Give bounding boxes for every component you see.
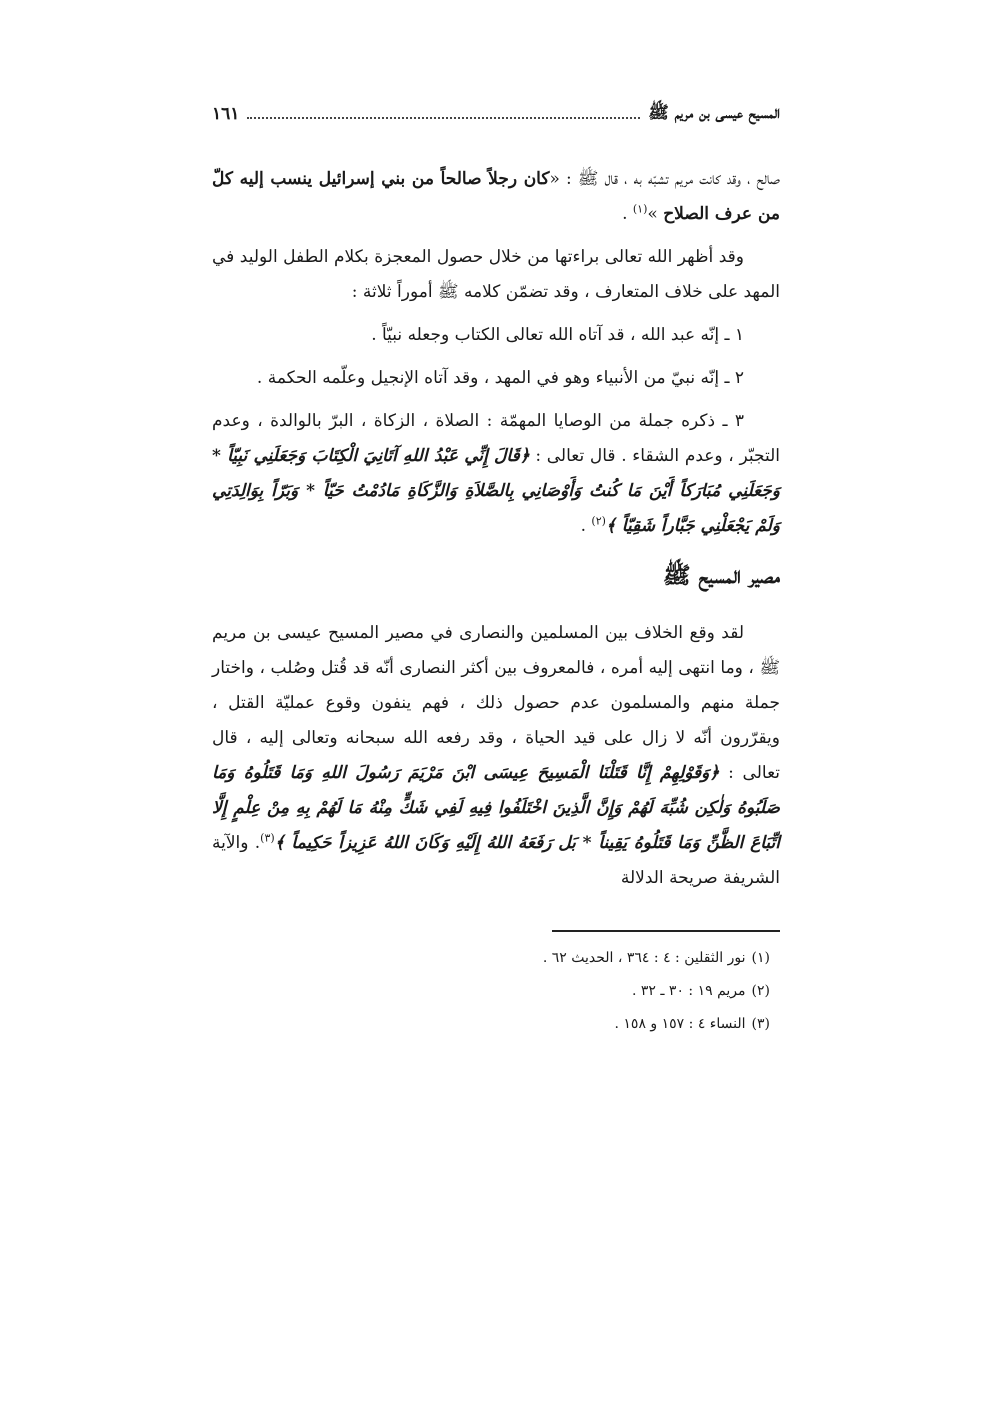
footnote-number: (٣) (751, 1016, 770, 1032)
quran-verse-maryam: ﴿قَالَ إِنِّي عَبْدُ اللهِ آتَانِيَ الْكِتَابَ وَجَعَلَنِي نَبِيّاً * وَجَعَلَنِي مُبَارَكاً أَيْنَ مَا كُنتُ وَأَوْصَانِي بِالصَّلاَةِ وَالزَّكَاةِ مَادُمْتُ حَيّاً * وَبَرّاً بِوَالِدَتِي وَلَمْ يَجْعَلْنِي جَبَّاراً شَقِيّاً ﴾ (212, 446, 780, 536)
footnote-text: نور الثقلين : ٤ : ٣٦٤ ، الحديث ٦٢ . (542, 950, 746, 966)
footnote-ref-3[interactable]: (٣) (260, 831, 275, 845)
footnote-text: النساء ٤ : ١٥٧ و ١٥٨ . (614, 1016, 746, 1032)
list-item-3 (212, 404, 780, 544)
paragraph-1-text: صالح ، وقد كانت مريم تشبّه به ، قال ﷺ : « (549, 169, 780, 189)
footnote-text: مريم ١٩ : ٣٠ ـ ٣٢ . (631, 983, 746, 999)
dotted-leader (247, 117, 640, 119)
quote-close: » (647, 204, 664, 224)
paragraph-2: وقد أظهر الله تعالى براءتها من خلال حصول المعجزة بكلام الطفل الوليد في المهد على خلاف المتعارف ، وقد تضمّن كلامه ﷺ أموراً ثلاثة : (212, 247, 780, 302)
paragraph-1 (212, 162, 780, 232)
list-item-1: ١ ـ إنّه عبد الله ، قد آتاه الله تعالى الكتاب وجعله نبيّاً . (371, 325, 744, 345)
footnotes (212, 942, 780, 1041)
section-heading: مصير المسيح ﷺ (662, 562, 780, 589)
footnote-1 (212, 942, 780, 975)
page-number: ١٦١ (212, 104, 240, 124)
paragraph-1-end: . (622, 204, 633, 224)
footnote-number: (١) (751, 950, 770, 966)
footnote-number: (٢) (751, 983, 770, 999)
running-head (212, 96, 780, 132)
footnote-ref-1[interactable]: (١) (632, 202, 648, 216)
list-item-3-end: . (580, 516, 592, 536)
hadith-quote: كان رجلاً صالحاً من بني إسرائيل ينسب إليه كلّ من عرف الصلاح (212, 169, 780, 224)
list-item-2: ٢ ـ إنّه نبيّ من الأنبياء وهو في المهد ، وقد آتاه الإنجيل وعلّمه الحكمة . (256, 368, 744, 388)
paragraph-4 (212, 616, 780, 896)
list-item-3-text: ٣ ـ ذكره جملة من الوصايا المهمّة : الصلاة ، الزكاة ، البرّ بالوالدة ، وعدم التجبّر ، وعدم الشقاء . قال تعالى : (212, 411, 780, 466)
footnote-divider (552, 930, 780, 932)
running-head-title: المسيح عيسى بن مريم ﷺ (648, 102, 780, 123)
paragraph-4-text: لقد وقع الخلاف بين المسلمين والنصارى في مصير المسيح عيسى بن مريم ﷺ ، وما انتهى إليه أمره ، فالمعروف بين أكثر النصارى أنّه قد قُتل وصُلب ، واختار جملة منهم والمسلمون عدم حصول ذلك ، فهم ينفون وقوع عمليّة القتل ، ويقرّرون أنّه لا زال على قيد الحياة ، وقد رفعه الله سبحانه وتعالى إليه ، قال تعالى : (212, 623, 781, 783)
footnote-ref-2[interactable]: (٢) (591, 514, 606, 528)
book-page (212, 96, 780, 1041)
quran-verse-nisa: ﴿وَقَوْلِهِمْ إِنَّا قَتَلْنَا الْمَسِيحَ عِيسَى ابْنَ مَرْيَمَ رَسُولَ اللهِ وَمَا قَتَلُوهُ وَمَا صَلَبُوهُ وَلٰكِن شُبِّهَ لَهُمْ وَإِنَّ الَّذِينَ اخْتَلَفُوا فِيهِ لَفِي شَكٍّ مِنْهُ مَا لَهُمْ بِهِ مِنْ عِلْمٍ إِلَّا اتِّبَاعَ الظَّنِّ وَمَا قَتَلُوهُ يَقِيناً * بَل رَفَعَهُ اللهُ إِلَيْهِ وَكَانَ اللهُ عَزِيزاً حَكِيماً ﴾ (212, 763, 780, 853)
footnote-2 (212, 975, 780, 1008)
paragraph-4-end: . والآية الشريفة صريحة الدلالة (212, 833, 780, 888)
footnote-3 (212, 1008, 780, 1041)
